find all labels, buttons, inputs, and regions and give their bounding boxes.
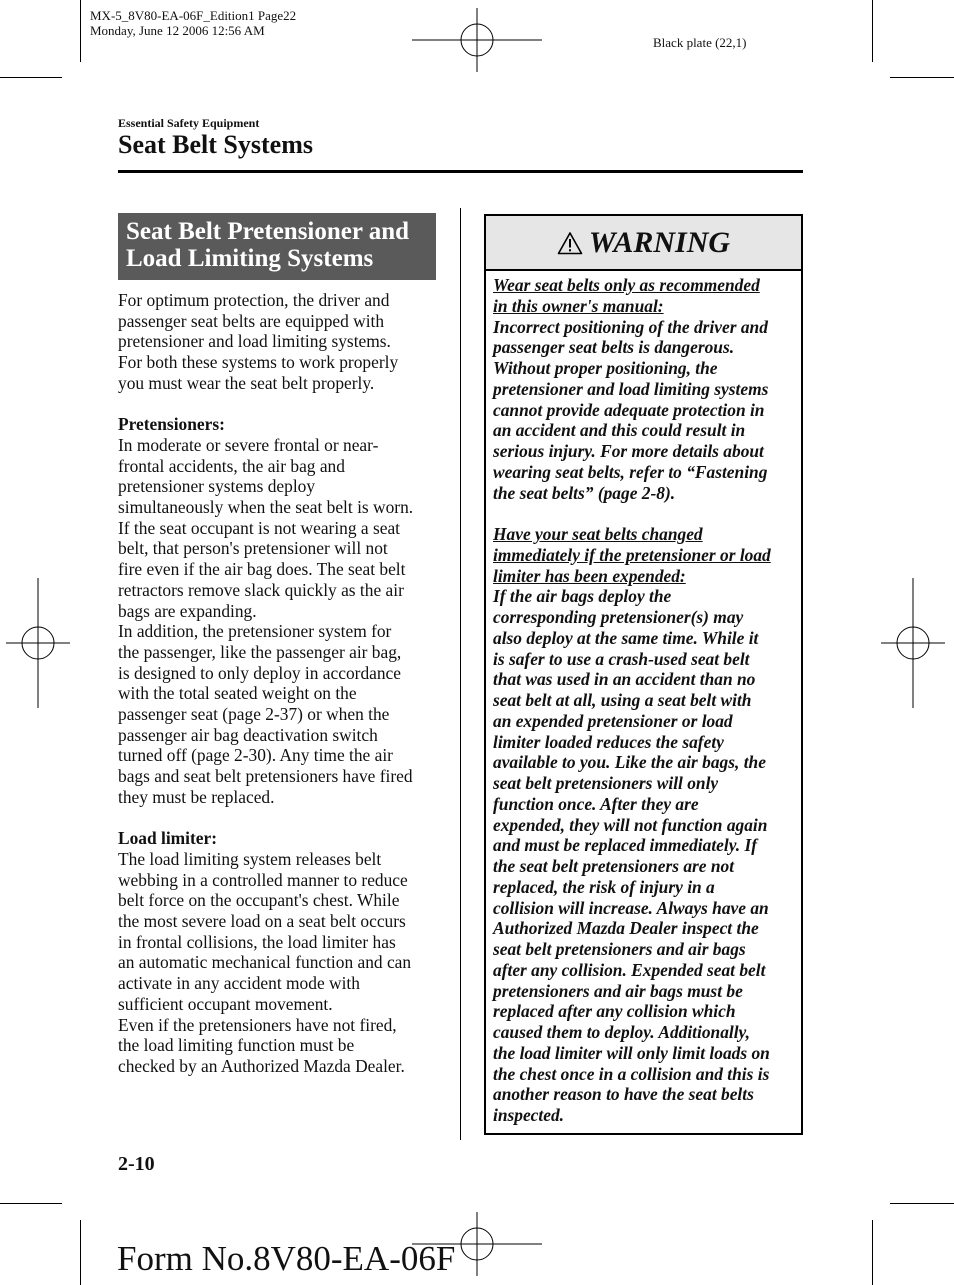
text-line: activate in any accident mode with xyxy=(118,973,360,994)
text-line: webbing in a controlled manner to reduce xyxy=(118,869,408,890)
warning-subheading: limiter has been expended: xyxy=(493,565,686,586)
text-line: frontal accidents, the air bag and xyxy=(118,455,345,476)
text-line: caused them to deploy. Additionally, xyxy=(493,1022,750,1042)
text-line: available to you. Like the air bags, the xyxy=(493,752,766,773)
text-line: belt, that person's pretensioner will not xyxy=(118,538,388,559)
text-line: replaced, the risk of injury in a xyxy=(493,876,715,897)
text-line: in frontal collisions, the load limiter has xyxy=(118,931,396,952)
warning-subheading: Wear seat belts only as recommended xyxy=(493,275,760,295)
section-heading-box xyxy=(118,213,436,280)
registration-mark-icon xyxy=(6,578,70,708)
text-line: the seat belt pretensioners are not xyxy=(493,856,735,876)
text-line: replaced after any collision which xyxy=(493,1001,736,1022)
page-number: 2-10 xyxy=(118,1153,155,1175)
text-line: seat belt pretensioners and air bags xyxy=(493,939,746,959)
text-line: the most severe load on a seat belt occurs xyxy=(118,911,406,932)
crop-mark xyxy=(0,77,62,78)
load-limiter-paragraph xyxy=(118,849,413,1077)
text-line: an accident and this could result in xyxy=(493,420,746,441)
crop-mark xyxy=(890,77,954,78)
text-line: is designed to only deploy in accordance xyxy=(118,662,401,683)
registration-mark-icon xyxy=(412,8,542,72)
text-line: passenger seat (page 2-37) or when the xyxy=(118,704,390,725)
text-line: limiter loaded reduces the safety xyxy=(493,731,724,752)
print-metadata xyxy=(90,8,296,38)
text-line: cannot provide adequate protection in xyxy=(493,399,765,420)
text-line: passenger seat belts are equipped with xyxy=(118,310,385,331)
warning-subheading: Have your seat belts changed xyxy=(493,524,703,544)
text-line: retractors remove slack quickly as the air xyxy=(118,579,404,600)
text-line: bags and seat belt pretensioners have fired xyxy=(118,766,413,787)
load-limiter-heading: Load limiter: xyxy=(118,828,218,849)
text-line: If the air bags deploy the xyxy=(493,586,672,607)
text-line: and must be replaced immediately. If xyxy=(493,835,758,856)
warning-subheading: in this owner's manual: xyxy=(493,295,664,316)
crop-mark xyxy=(890,1203,954,1204)
warning-header xyxy=(486,216,801,271)
text-line: Authorized Mazda Dealer inspect the xyxy=(493,918,759,939)
page-title: Seat Belt Systems xyxy=(118,130,313,159)
print-file-line: MX-5_8V80-EA-06F_Edition1 Page22 xyxy=(90,8,297,23)
text-line: passenger seat belts is dangerous. xyxy=(493,337,735,358)
text-line: seat belt pretensioners will only xyxy=(493,773,719,793)
text-line: the seat belts” (page 2-8). xyxy=(493,482,676,503)
text-line: collision will increase. Always have an xyxy=(493,897,769,918)
section-label: Essential Safety Equipment xyxy=(118,116,260,130)
text-line: with the total seated weight on the xyxy=(118,683,357,704)
text-line: For optimum protection, the driver and xyxy=(118,290,390,310)
text-line: pretensioner systems deploy xyxy=(118,476,316,497)
text-line: If the seat occupant is not wearing a seat xyxy=(118,517,401,538)
text-line: also deploy at the same time. While it xyxy=(493,627,759,648)
text-line: Without proper positioning, the xyxy=(493,358,718,378)
print-date-line: Monday, June 12 2006 12:56 AM xyxy=(90,23,265,38)
text-line: inspected. xyxy=(493,1105,564,1125)
intro-paragraph xyxy=(118,290,413,394)
crop-mark xyxy=(872,0,873,62)
text-line: Incorrect positioning of the driver and xyxy=(493,316,768,337)
text-line: that was used in an accident than no xyxy=(493,669,756,690)
left-column-body xyxy=(118,290,413,1077)
text-line: pretensioner and load limiting systems xyxy=(493,378,769,399)
warning-body xyxy=(486,271,801,1126)
text-line: wearing seat belts, refer to “Fastening xyxy=(493,461,768,482)
column-divider xyxy=(460,208,461,1140)
text-line: an automatic mechanical function and can xyxy=(118,952,412,973)
warning-title: WARNING xyxy=(588,225,731,259)
text-line: turned off (page 2-30). Any time the air xyxy=(118,745,393,766)
text-line: corresponding pretensioner(s) may xyxy=(493,607,744,627)
text-line: belt force on the occupant's chest. While xyxy=(118,890,400,911)
text-line: sufficient occupant movement. xyxy=(118,993,333,1014)
text-line: you must wear the seat belt properly. xyxy=(118,372,375,393)
text-line: simultaneously when the seat belt is worn. xyxy=(118,497,414,518)
text-line: Even if the pretensioners have not fired, xyxy=(118,1014,397,1035)
text-line: seat belt at all, using a seat belt with xyxy=(493,690,752,710)
text-line: the passenger, like the passenger air bag, xyxy=(118,641,402,662)
text-line: another reason to have the seat belts xyxy=(493,1084,754,1105)
plate-label: Black plate (22,1) xyxy=(653,35,747,50)
pretensioners-paragraph xyxy=(118,435,413,808)
form-number: Form No.8V80-EA-06F xyxy=(117,1239,456,1278)
warning-triangle-icon xyxy=(557,231,583,255)
text-line: bags are expanding. xyxy=(118,600,257,621)
crop-mark xyxy=(80,1220,81,1285)
text-line: the load limiting function must be xyxy=(118,1035,355,1056)
text-line: an expended pretensioner or load xyxy=(493,710,733,731)
text-line: serious injury. For more details about xyxy=(493,441,764,461)
text-line: For both these systems to work properly xyxy=(118,352,399,373)
text-line: passenger air bag deactivation switch xyxy=(118,724,378,745)
crop-mark xyxy=(80,0,81,62)
text-line: The load limiting system releases belt xyxy=(118,848,382,869)
warning-subheading: immediately if the pretensioner or load xyxy=(493,544,771,565)
text-line: pretensioners and air bags must be xyxy=(493,980,743,1001)
text-line: function once. After they are xyxy=(493,793,699,814)
text-line: is safer to use a crash-used seat belt xyxy=(493,648,750,669)
text-line: checked by an Authorized Mazda Dealer. xyxy=(118,1055,405,1076)
text-line: expended, they will not function again xyxy=(493,814,768,835)
section-heading-line: Seat Belt Pretensioner and xyxy=(126,218,410,245)
section-heading-line: Load Limiting Systems xyxy=(126,245,374,272)
warning-box xyxy=(484,214,803,1135)
text-line: they must be replaced. xyxy=(118,786,275,807)
header-rule xyxy=(118,170,803,173)
text-line: the chest once in a collision and this is xyxy=(493,1063,770,1084)
pretensioners-heading: Pretensioners: xyxy=(118,414,225,435)
text-line: fire even if the air bag does. The seat belt xyxy=(118,559,406,580)
text-line: In moderate or severe frontal or near- xyxy=(118,434,379,455)
crop-mark xyxy=(0,1203,62,1204)
text-line: the load limiter will only limit loads on xyxy=(493,1042,770,1063)
text-line: pretensioner and load limiting systems. xyxy=(118,331,391,352)
crop-mark xyxy=(872,1220,873,1285)
registration-mark-icon xyxy=(881,578,945,708)
text-line: In addition, the pretensioner system for xyxy=(118,621,392,642)
text-line: after any collision. Expended seat belt xyxy=(493,959,766,980)
